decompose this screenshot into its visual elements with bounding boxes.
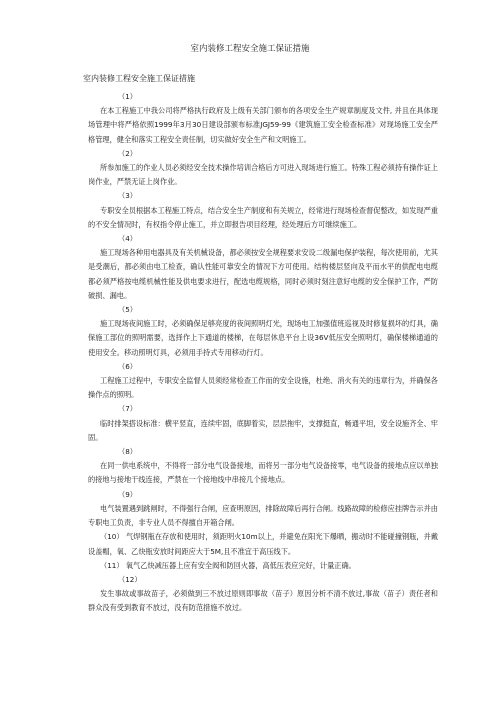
page-title: 室内装修工程安全施工保证措施	[190, 44, 310, 54]
section-heading: 室内装修工程安全施工保证措施	[83, 74, 195, 83]
paragraph-row	[88, 559, 438, 573]
paragraph: 发生事故或事故苗子，必须做到三不放过原则即事故（苗子）原因分析不清不放过,事故（苗子）责任者和群众没有受到教育不放过，没有防范措施不放过。	[88, 589, 438, 613]
paragraph: 临时排架搭设标准：横平竖直，连续牢固，底脚着实，层层拖牢，支撑挺直，畅通平坦，安全设施齐全、牢固。	[88, 418, 438, 442]
document-body	[88, 90, 438, 616]
paragraph: 工程施工过程中，专职安全监督人员须经常检查工作而的安全设施，杜绝、消火有关的违章行为，并确保各操作点的照明。	[88, 376, 438, 400]
item-number: （5）	[118, 305, 137, 315]
paragraph-row	[88, 530, 438, 558]
item-number: （6）	[118, 361, 137, 371]
item-number: （9）	[118, 489, 137, 499]
item-number: （12）	[118, 574, 142, 584]
item-number: （2）	[118, 148, 137, 158]
item-number: （11）	[100, 560, 124, 570]
paragraph: 施工现场各种用电器具及有关机械设备，都必须按安全规程要求安设二级漏电保护装程，每次使用前，尤其是受潮后，都必须由电工检查，确认性能可靠安全的情况下方可使用。结构楼层竖向及平而水平的供配电电缆都必须严格按电缆机械性能及供电要求进行，配选电缆规格，同时必须时刻注意好电缆的安全保护工作，严防破损、漏电。	[88, 248, 438, 300]
item-number: （3）	[118, 191, 137, 201]
paragraph: 专职安全员根据本工程施工特点，结合安全生产制度和有关规立，经常进行现场检查督促整改，如发现严重的不安全情况时，有权指令停止施工，并立即报告项目经理，经处理后方可继续施工。	[88, 205, 438, 229]
item-number: （8）	[118, 447, 137, 457]
paragraph: 在本工程施工中我公司将严格执行政府及上级有关部门颁布的各项安全生产规章制度及文件, 并且在具体现场管理中将严格依照1999年3月30日建设部颁布标准JGJ59-99《建筑施工安全检查标准》对现场施工安全严格管理，健全和落实工程安全责任制，切实做好安全生产和文明施工。	[88, 106, 438, 144]
paragraph: 所参加施工的作业人员必须经安全技术操作培训合格后方可进入现场进行施工。特殊工程必须持有操作证上岗作业，严禁无证上岗作业。	[88, 163, 438, 187]
paragraph: 电气装置遇到跳闸时，不得强行合闸，应查明原因，排除故障后再行合闸。线路故障的检修应挂牌告示并由专职电工负责，非专业人员不得擅自开箱合闸。	[88, 503, 438, 528]
paragraph: 在同一供电系统中，不得将一部分电气设备接地，而将另一部分电气设备接零，电气设备的接地点应以单独的接地与接地干线连接，严禁在一个接地线中串接几个接地点。	[88, 461, 438, 485]
paragraph: 氧气乙炔减压器上应有安全阀和防回火器，高低压表应完好，计量正确。	[125, 560, 356, 570]
item-number: （1）	[118, 92, 137, 101]
item-number: （7）	[118, 404, 137, 414]
paragraph: 施工现场夜间施工时，必须确保足够亮度的夜间照明灯光，现场电工加强值班巡视及时修复损坏的灯具，确保施工部位的照明需要，选择作上下通道的楼梯，在每层休息平台上设36V低压安全照明灯，确保楼梯通道的使用安全。移动照明灯具，必须用手持式专用移动行灯。	[88, 319, 438, 357]
item-number: （10）	[100, 532, 124, 542]
item-number: （4）	[118, 234, 137, 244]
paragraph: 气焊钢瓶在存放和使用时，须距明火10m以上，并避免在阳光下爆晒，搬动时不能碰撞钢瓶，并戴设盖帽，氧、乙炔瓶安放时间距应大于5M,且不准宜于高压线下。	[88, 532, 439, 556]
